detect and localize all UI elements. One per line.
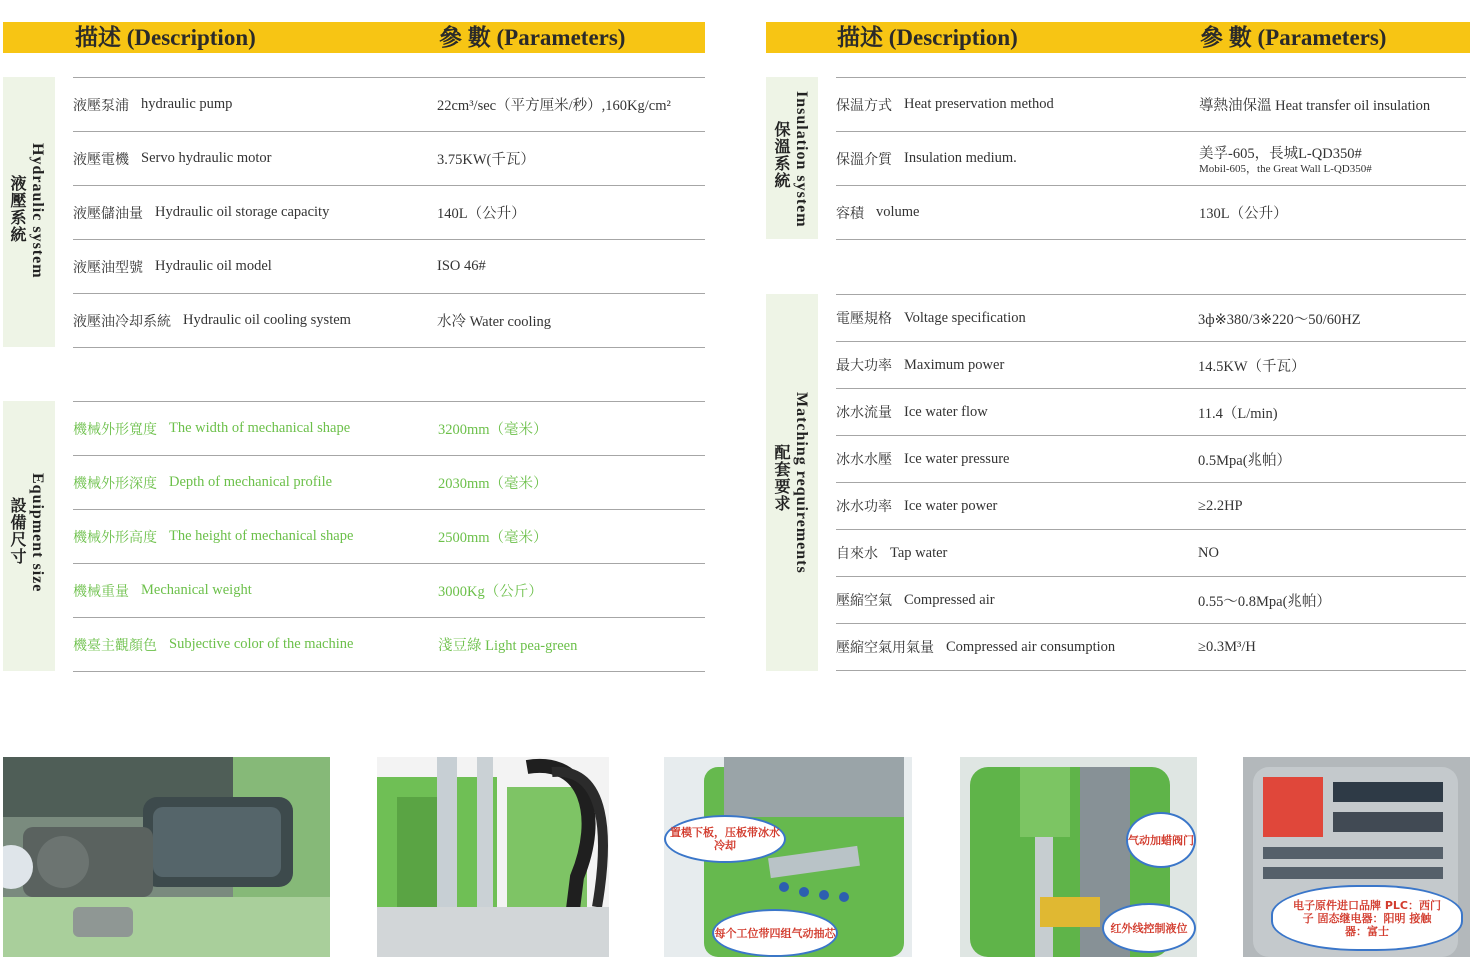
table-row: 機臺主觀顏色 Subjective color of the machine 淺豆綠 Light pea-green <box>73 618 705 672</box>
matching-table <box>836 294 1466 671</box>
right-desc-heading: 描述 (Description) <box>837 25 1018 50</box>
insulation-table <box>836 77 1466 240</box>
callout-pneumatic-core: 每个工位带四组气动抽芯 <box>712 909 838 957</box>
table-row: 壓縮空氣 Compressed air 0.55～0.8Mpa(兆帕） <box>836 577 1466 624</box>
callout-mold-cooling: 置模下板，压板带冰水冷却 <box>664 815 786 863</box>
insulation-label-cn: 保溫系統 <box>772 121 789 189</box>
photo-press-frame-illustration <box>377 757 609 957</box>
right-header-bar <box>766 22 1470 53</box>
table-row: 冰水功率 Ice water power ≥2.2HP <box>836 483 1466 530</box>
equipment-label-en: Equipment size <box>29 473 46 593</box>
photo-press-frame <box>377 757 609 957</box>
table-row: 機械外形寬度 The width of mechanical shape 3200mm（毫米） <box>73 402 705 456</box>
photo-electrical-cabinet <box>1243 757 1470 957</box>
table-row: 機械外形高度 The height of mechanical shape 2500mm（毫米） <box>73 510 705 564</box>
callout-infrared-level: 红外线控制液位 <box>1102 903 1196 953</box>
matching-label-en: Matching requirements <box>793 392 810 574</box>
table-row: 保温方式 Heat preservation method 導熱油保溫 Heat transfer oil insulation <box>836 78 1466 132</box>
table-row: 容積 volume 130L（公升） <box>836 186 1466 240</box>
left-header-bar <box>3 22 705 53</box>
insulation-sidebar <box>766 77 818 239</box>
table-row: 液壓儲油量 Hydraulic oil storage capacity 140L（公升） <box>73 186 705 240</box>
table-row: 電壓規格 Voltage specification 3ф※380/3※220～50/60HZ <box>836 295 1466 342</box>
equipment-label-cn: 設備尺寸 <box>8 497 25 565</box>
photo-hydraulic-pump-illustration <box>3 757 330 957</box>
photo-hydraulic-pump <box>3 757 330 957</box>
equipment-table <box>73 401 705 672</box>
right-param-heading: 參 數 (Parameters) <box>1200 25 1387 50</box>
hydraulic-sidebar <box>3 77 55 347</box>
table-row: 保溫介質 Insulation medium. 美孚-605，長城L-QD350# Mobil-605，the Great Wall L-QD350# <box>836 132 1466 186</box>
table-row: 機械外形深度 Depth of mechanical profile 2030mm（毫米） <box>73 456 705 510</box>
callout-electrical-brands: 电子原件进口品牌 PLC：西门子 固态继电器：阳明 接触器：富士 <box>1271 885 1463 951</box>
matching-sidebar <box>766 294 818 671</box>
table-row: 自來水 Tap water NO <box>836 530 1466 577</box>
table-row: 最大功率 Maximum power 14.5KW（千瓦） <box>836 342 1466 389</box>
callout-wax-valve: 气动加蜡阀门 <box>1126 812 1196 868</box>
hydraulic-label-cn: 液壓系統 <box>8 175 25 243</box>
hydraulic-table <box>73 77 705 348</box>
table-row: 機械重量 Mechanical weight 3000Kg（公斤） <box>73 564 705 618</box>
table-row: 壓縮空氣用氣量 Compressed air consumption ≥0.3M³/H <box>836 624 1466 671</box>
table-row: 冰水流量 Ice water flow 11.4（L/min) <box>836 389 1466 436</box>
matching-label-cn: 配套要求 <box>772 444 789 512</box>
table-row: 液壓油冷却系統 Hydraulic oil cooling system 水冷 Water cooling <box>73 294 705 348</box>
insulation-label-en: Insulation system <box>793 91 810 228</box>
table-row: 液壓油型號 Hydraulic oil model ISO 46# <box>73 240 705 294</box>
left-param-heading: 參 數 (Parameters) <box>439 25 626 50</box>
hydraulic-label-en: Hydraulic system <box>29 143 46 279</box>
table-row: 液壓電機 Servo hydraulic motor 3.75KW(千瓦） <box>73 132 705 186</box>
equipment-sidebar <box>3 401 55 671</box>
left-desc-heading: 描述 (Description) <box>75 25 256 50</box>
photo-wax-valve <box>960 757 1197 957</box>
table-row: 液壓泵浦 hydraulic pump 22cm³/sec（平方厘米/秒）,160Kg/cm² <box>73 78 705 132</box>
photo-mold-plate <box>664 757 912 957</box>
table-row: 冰水水壓 Ice water pressure 0.5Mpa(兆帕） <box>836 436 1466 483</box>
